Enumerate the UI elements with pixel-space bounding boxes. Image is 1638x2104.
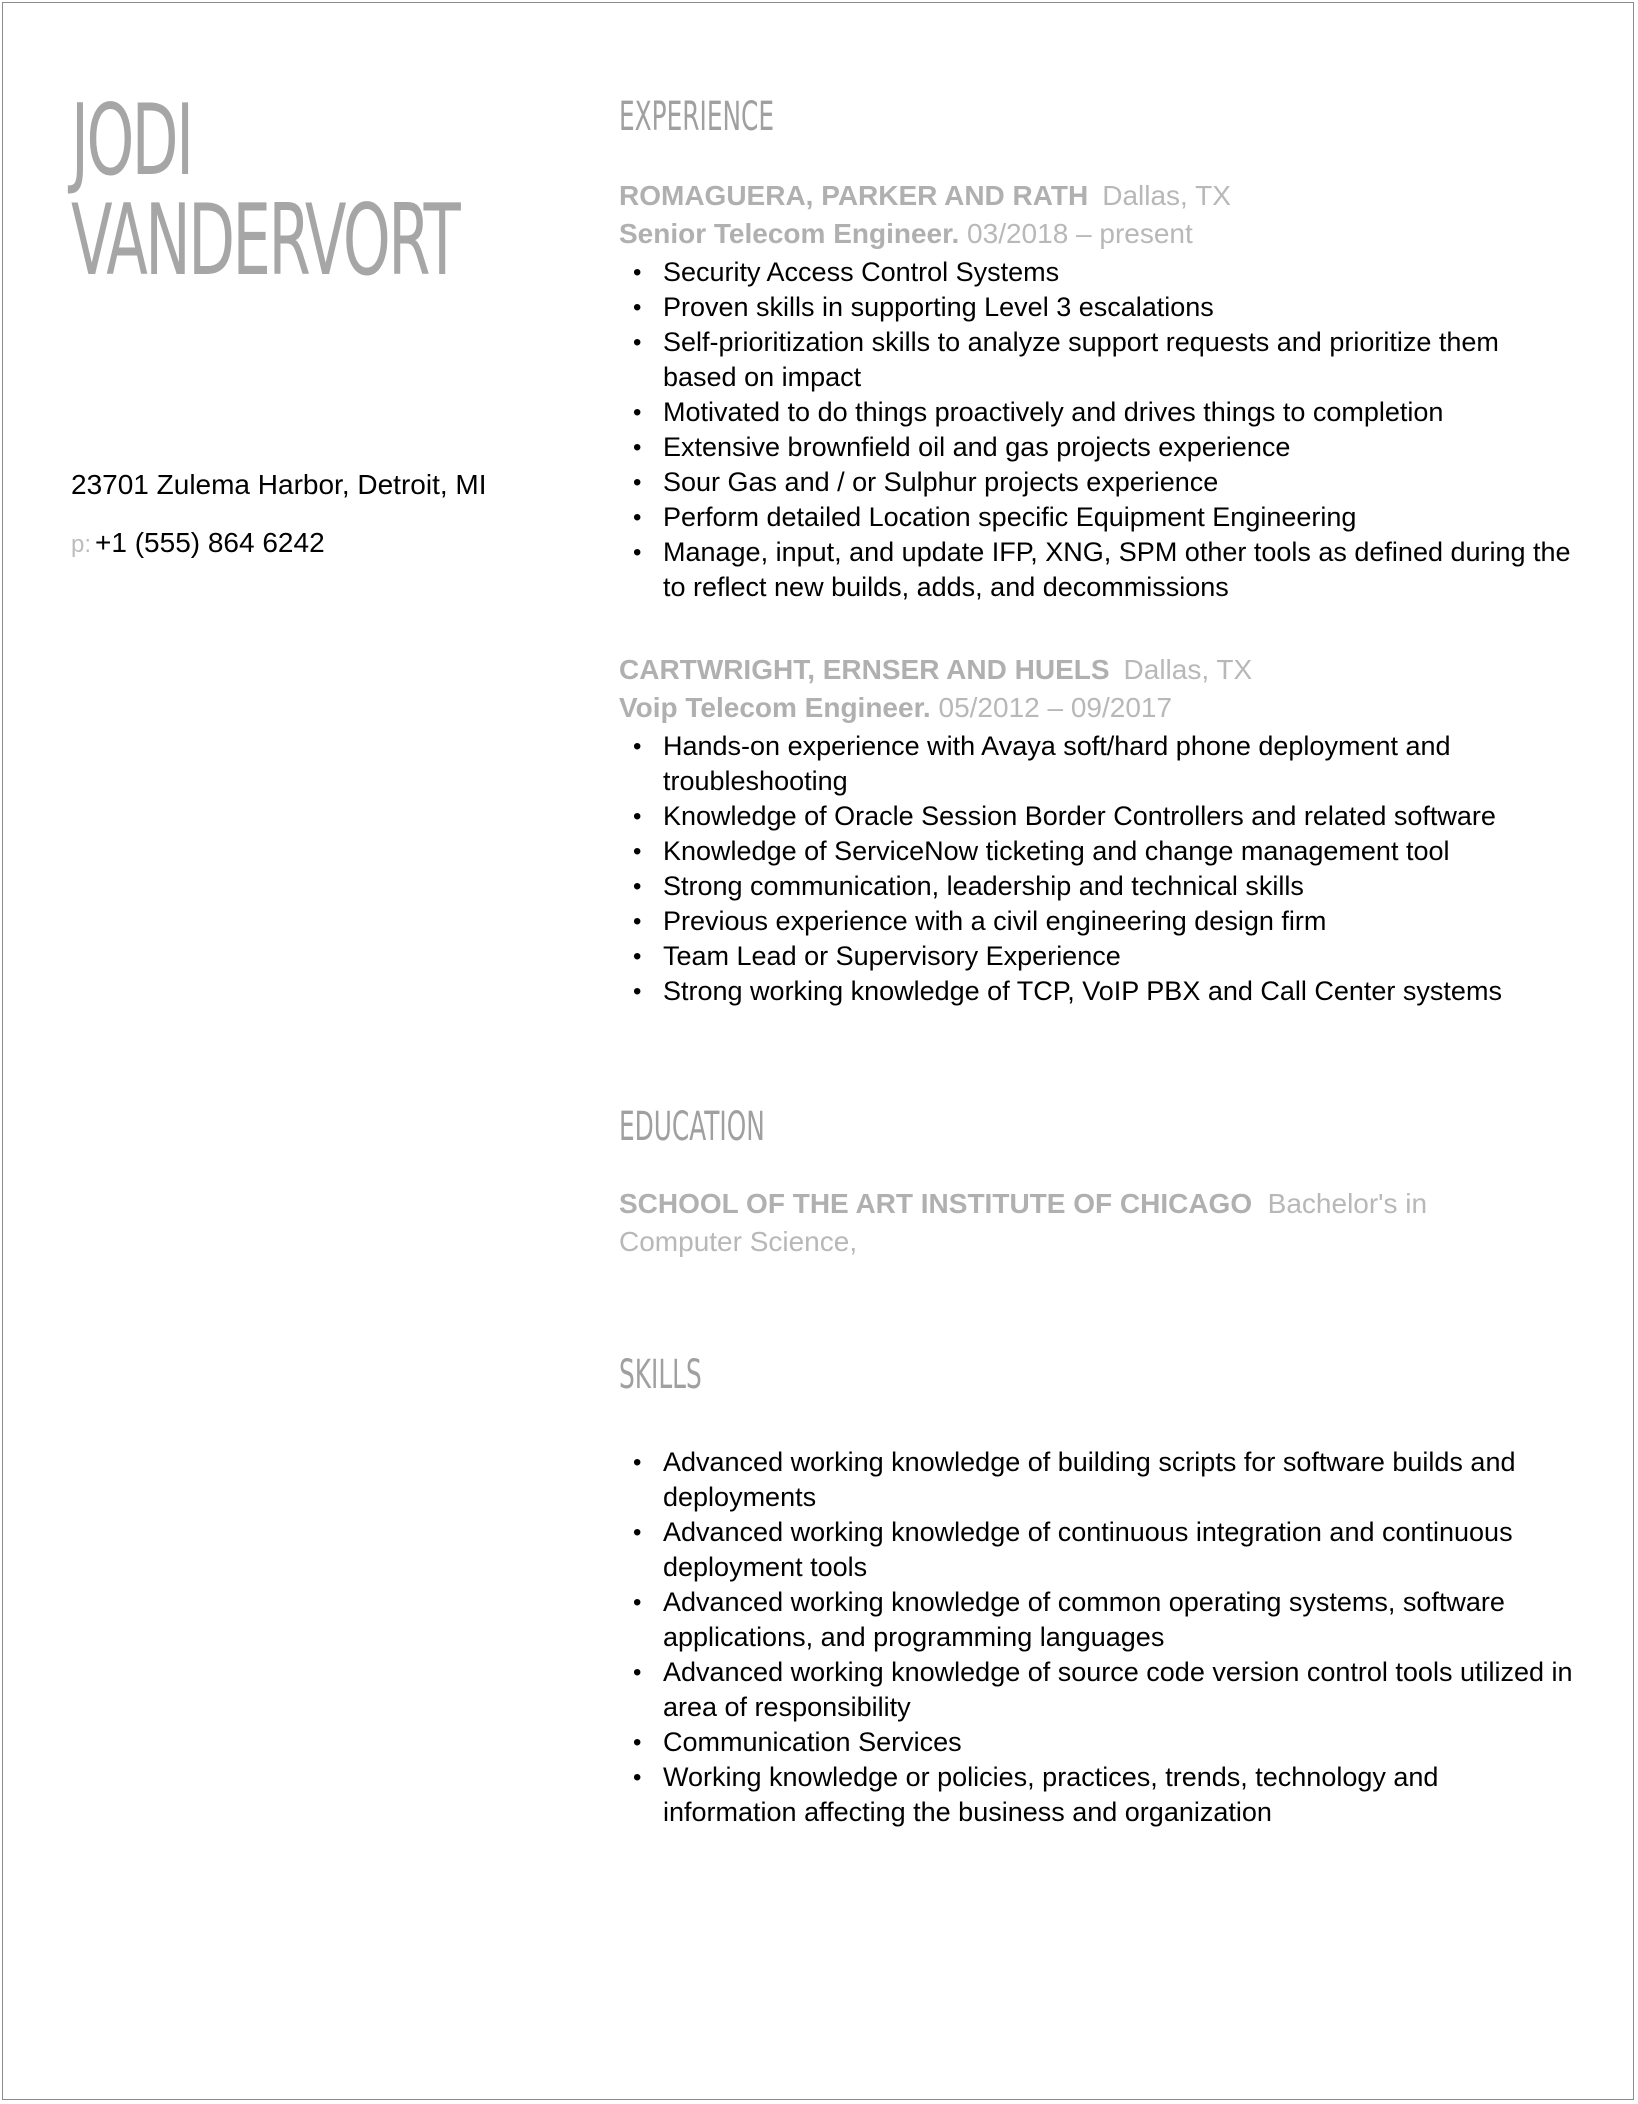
list-item: • Previous experience with a civil engineering design firm (619, 904, 1579, 939)
job-title: Voip Telecom Engineer. (619, 692, 931, 723)
job-dates: 05/2012 – 09/2017 (938, 692, 1173, 723)
list-item: • Team Lead or Supervisory Experience (619, 939, 1579, 974)
list-item: • Strong working knowledge of TCP, VoIP PBX and Call Center systems (619, 974, 1579, 1009)
list-item: • Working knowledge or policies, practices, trends, technology and information affecting the business and organization (619, 1760, 1579, 1830)
job-entry (619, 651, 1579, 1009)
job-entry (619, 177, 1579, 605)
company-location: Dallas, TX (1102, 180, 1231, 211)
list-item: • Hands-on experience with Avaya soft/hard phone deployment and troubleshooting (619, 729, 1579, 799)
first-name: JODI (71, 84, 192, 198)
list-item: • Knowledge of Oracle Session Border Controllers and related software (619, 799, 1579, 834)
company-name: CARTWRIGHT, ERNSER AND HUELS (619, 654, 1110, 685)
list-item: • Communication Services (619, 1725, 1579, 1760)
list-item: • Proven skills in supporting Level 3 escalations (619, 290, 1579, 325)
address: 23701 Zulema Harbor, Detroit, MI (71, 469, 487, 500)
job-bullets (619, 729, 1579, 1009)
resume-page (2, 2, 1634, 2100)
skills-heading: SKILLS (619, 1352, 702, 1398)
company-location: Dallas, TX (1123, 654, 1253, 685)
list-item: • Manage, input, and update IFP, XNG, SPM other tools as defined during the to reflect new builds, adds, and decommissions (619, 535, 1579, 605)
phone-line (71, 527, 571, 559)
list-item: • Perform detailed Location specific Equipment Engineering (619, 500, 1579, 535)
left-column (71, 84, 541, 558)
right-column (619, 91, 1579, 1830)
company-line (619, 651, 1579, 689)
candidate-name (71, 84, 459, 298)
job-title: Senior Telecom Engineer. (619, 218, 960, 249)
role-line (619, 689, 1579, 727)
education-heading: EDUCATION (619, 1104, 765, 1150)
education-entry (619, 1185, 1519, 1261)
company-line (619, 177, 1579, 215)
list-item: • Extensive brownfield oil and gas projects experience (619, 430, 1579, 465)
list-item: • Security Access Control Systems (619, 255, 1579, 290)
job-bullets (619, 255, 1579, 605)
phone-number: +1 (555) 864 6242 (95, 527, 325, 558)
list-item: • Advanced working knowledge of common operating systems, software applications, and programming languages (619, 1585, 1579, 1655)
company-name: ROMAGUERA, PARKER AND RATH (619, 180, 1089, 211)
last-name: VANDERVORT (71, 184, 459, 298)
degree: Bachelor's in Computer Science, (619, 1188, 1428, 1257)
list-item: • Advanced working knowledge of source code version control tools utilized in area of responsibility (619, 1655, 1579, 1725)
school-name: SCHOOL OF THE ART INSTITUTE OF CHICAGO (619, 1188, 1253, 1219)
contact-block (71, 469, 571, 559)
skills-list (619, 1445, 1579, 1830)
list-item: • Motivated to do things proactively and drives things to completion (619, 395, 1579, 430)
list-item: • Knowledge of ServiceNow ticketing and change management tool (619, 834, 1579, 869)
job-dates: 03/2018 – present (967, 218, 1193, 249)
list-item: • Self-prioritization skills to analyze support requests and prioritize them based on impact (619, 325, 1579, 395)
list-item: • Strong communication, leadership and technical skills (619, 869, 1579, 904)
list-item: • Advanced working knowledge of continuous integration and continuous deployment tools (619, 1515, 1579, 1585)
phone-label: p: (71, 531, 92, 558)
experience-heading: EXPERIENCE (619, 94, 775, 140)
list-item: • Advanced working knowledge of building scripts for software builds and deployments (619, 1445, 1579, 1515)
list-item: • Sour Gas and / or Sulphur projects experience (619, 465, 1579, 500)
role-line (619, 215, 1579, 253)
